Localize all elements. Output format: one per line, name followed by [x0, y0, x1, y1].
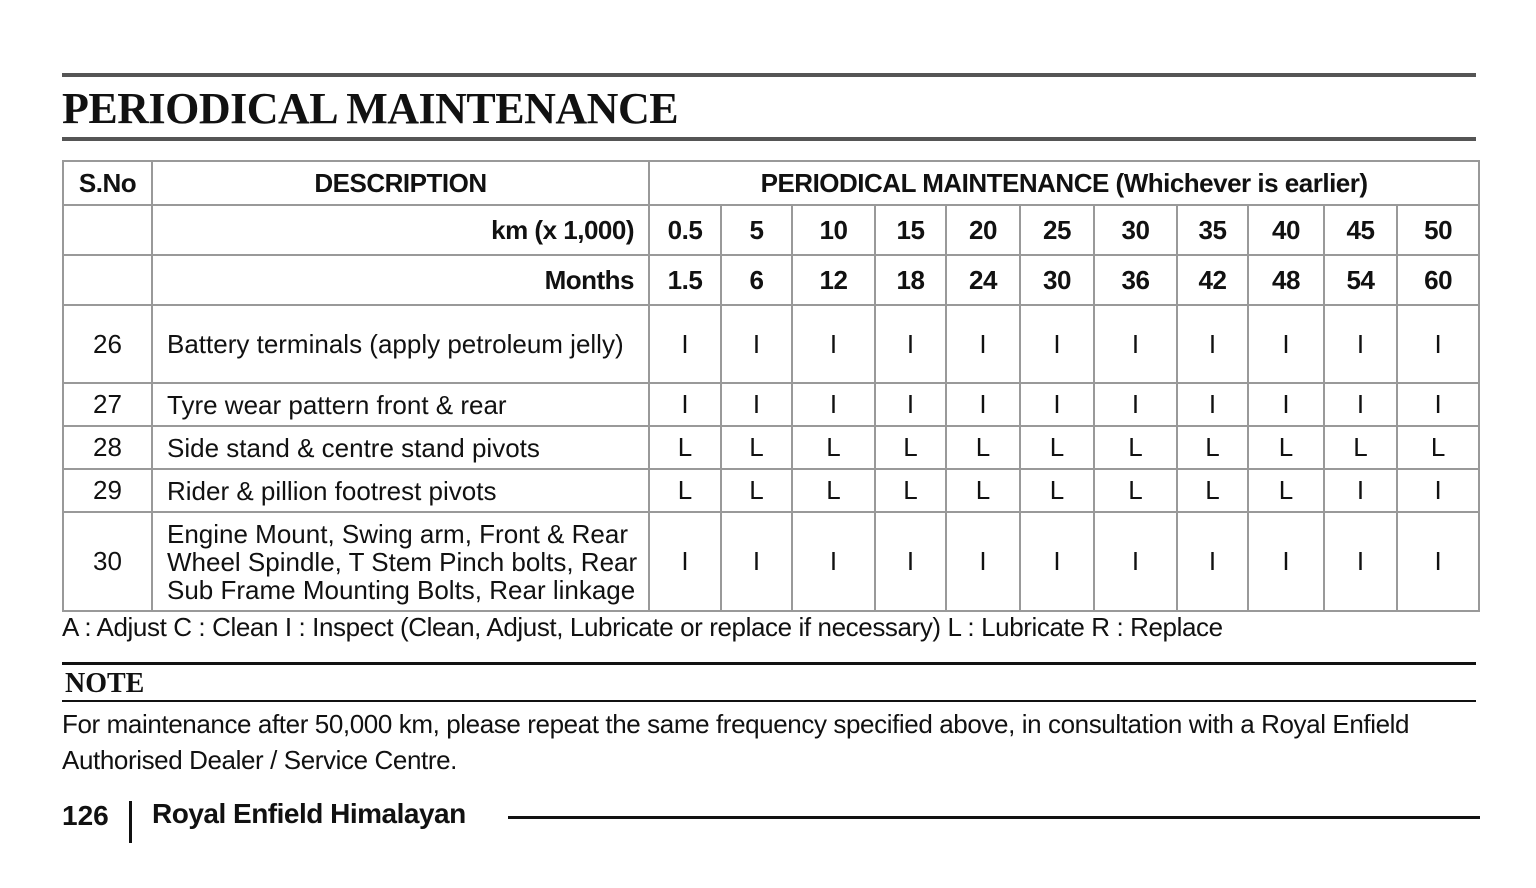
row-description: Side stand & centre stand pivots: [152, 426, 649, 469]
row-value: I: [721, 305, 792, 383]
row-value: L: [649, 469, 721, 512]
months-row: [63, 255, 1479, 305]
row-description: Engine Mount, Swing arm, Front & Rear Wheel Spindle, T Stem Pinch bolts, Rear Sub Frame Mounting Bolts, Rear linkage: [152, 512, 649, 611]
description-header: DESCRIPTION: [152, 161, 649, 205]
row-value: I: [1177, 512, 1248, 611]
row-description: Tyre wear pattern front & rear: [152, 383, 649, 426]
row-sno: 26: [63, 305, 152, 383]
footer-rule: [508, 816, 1480, 819]
row-value: I: [649, 305, 721, 383]
km-value: 40: [1248, 205, 1324, 255]
row-sno: 27: [63, 383, 152, 426]
months-value: 60: [1397, 255, 1479, 305]
row-value: L: [875, 469, 946, 512]
row-value: I: [1324, 305, 1397, 383]
row-value: I: [946, 512, 1020, 611]
row-value: I: [875, 383, 946, 426]
months-value: 42: [1177, 255, 1248, 305]
row-value: L: [1094, 426, 1177, 469]
row-value: L: [1248, 469, 1324, 512]
months-value: 1.5: [649, 255, 721, 305]
row-sno: 29: [63, 469, 152, 512]
months-value: 48: [1248, 255, 1324, 305]
row-value: I: [1324, 469, 1397, 512]
table-row: [63, 512, 1479, 611]
row-value: L: [1324, 426, 1397, 469]
months-value: 18: [875, 255, 946, 305]
row-value: I: [875, 305, 946, 383]
row-value: I: [1397, 469, 1479, 512]
row-value: L: [1177, 469, 1248, 512]
row-value: I: [649, 512, 721, 611]
row-value: I: [1248, 512, 1324, 611]
km-value: 0.5: [649, 205, 721, 255]
row-value: I: [1397, 305, 1479, 383]
maintenance-table: [62, 160, 1480, 612]
row-value: L: [875, 426, 946, 469]
row-value: I: [649, 383, 721, 426]
km-row: [63, 205, 1479, 255]
km-value: 35: [1177, 205, 1248, 255]
row-value: I: [1094, 383, 1177, 426]
row-value: L: [946, 426, 1020, 469]
km-label: km (x 1,000): [152, 205, 649, 255]
row-value: L: [1094, 469, 1177, 512]
book-title: Royal Enfield Himalayan: [152, 798, 466, 829]
note-bottom-rule: [62, 700, 1476, 702]
months-value: 36: [1094, 255, 1177, 305]
row-value: I: [1177, 383, 1248, 426]
row-value: I: [1020, 383, 1094, 426]
row-value: I: [721, 512, 792, 611]
page-number: 126: [62, 800, 109, 831]
row-value: L: [946, 469, 1020, 512]
table-row: [63, 383, 1479, 426]
table-row: [63, 305, 1479, 383]
note-top-rule: [62, 662, 1476, 665]
title-rule: [62, 137, 1476, 141]
km-value: 30: [1094, 205, 1177, 255]
row-value: L: [1177, 426, 1248, 469]
row-value: I: [792, 383, 875, 426]
km-value: 45: [1324, 205, 1397, 255]
months-value: 6: [721, 255, 792, 305]
row-value: L: [721, 426, 792, 469]
row-value: L: [1020, 469, 1094, 512]
sno-header: S.No: [63, 161, 152, 205]
top-rule: [62, 73, 1476, 77]
row-value: I: [1248, 305, 1324, 383]
row-value: I: [1094, 305, 1177, 383]
row-value: L: [1397, 426, 1479, 469]
row-value: I: [1397, 512, 1479, 611]
empty-cell: [63, 255, 152, 305]
km-value: 15: [875, 205, 946, 255]
months-value: 12: [792, 255, 875, 305]
months-value: 54: [1324, 255, 1397, 305]
row-value: L: [1020, 426, 1094, 469]
page-title: PERIODICAL MAINTENANCE: [62, 84, 679, 133]
row-value: I: [1177, 305, 1248, 383]
row-value: I: [1397, 383, 1479, 426]
months-label: Months: [152, 255, 649, 305]
km-value: 20: [946, 205, 1020, 255]
row-value: I: [1324, 512, 1397, 611]
row-value: I: [1020, 512, 1094, 611]
note-text: For maintenance after 50,000 km, please repeat the same frequency specified above, in consultation with a Royal Enfield Authorised Dealer / Service Centre.: [62, 709, 1410, 775]
km-value: 10: [792, 205, 875, 255]
row-value: L: [792, 426, 875, 469]
km-value: 5: [721, 205, 792, 255]
months-value: 30: [1020, 255, 1094, 305]
row-value: I: [875, 512, 946, 611]
row-value: L: [649, 426, 721, 469]
row-value: I: [1248, 383, 1324, 426]
row-value: I: [792, 512, 875, 611]
km-value: 50: [1397, 205, 1479, 255]
row-description: Battery terminals (apply petroleum jelly): [152, 305, 649, 383]
schedule-header: PERIODICAL MAINTENANCE (Whichever is earlier): [649, 161, 1479, 205]
header-row: [63, 161, 1479, 205]
km-value: 25: [1020, 205, 1094, 255]
row-value: I: [946, 305, 1020, 383]
row-value: I: [946, 383, 1020, 426]
note-title: NOTE: [65, 668, 145, 699]
row-description: Rider & pillion footrest pivots: [152, 469, 649, 512]
months-value: 24: [946, 255, 1020, 305]
table-row: [63, 469, 1479, 512]
row-value: I: [1020, 305, 1094, 383]
legend: A : Adjust C : Clean I : Inspect (Clean, Adjust, Lubricate or replace if necessary) L : Lubricate R : Replace: [62, 612, 1223, 642]
row-value: I: [1324, 383, 1397, 426]
table-row: [63, 426, 1479, 469]
row-value: I: [792, 305, 875, 383]
row-value: L: [721, 469, 792, 512]
row-sno: 30: [63, 512, 152, 611]
row-value: L: [792, 469, 875, 512]
empty-cell: [63, 205, 152, 255]
row-value: L: [1248, 426, 1324, 469]
row-value: I: [721, 383, 792, 426]
footer-separator: [129, 801, 132, 843]
row-value: I: [1094, 512, 1177, 611]
row-sno: 28: [63, 426, 152, 469]
